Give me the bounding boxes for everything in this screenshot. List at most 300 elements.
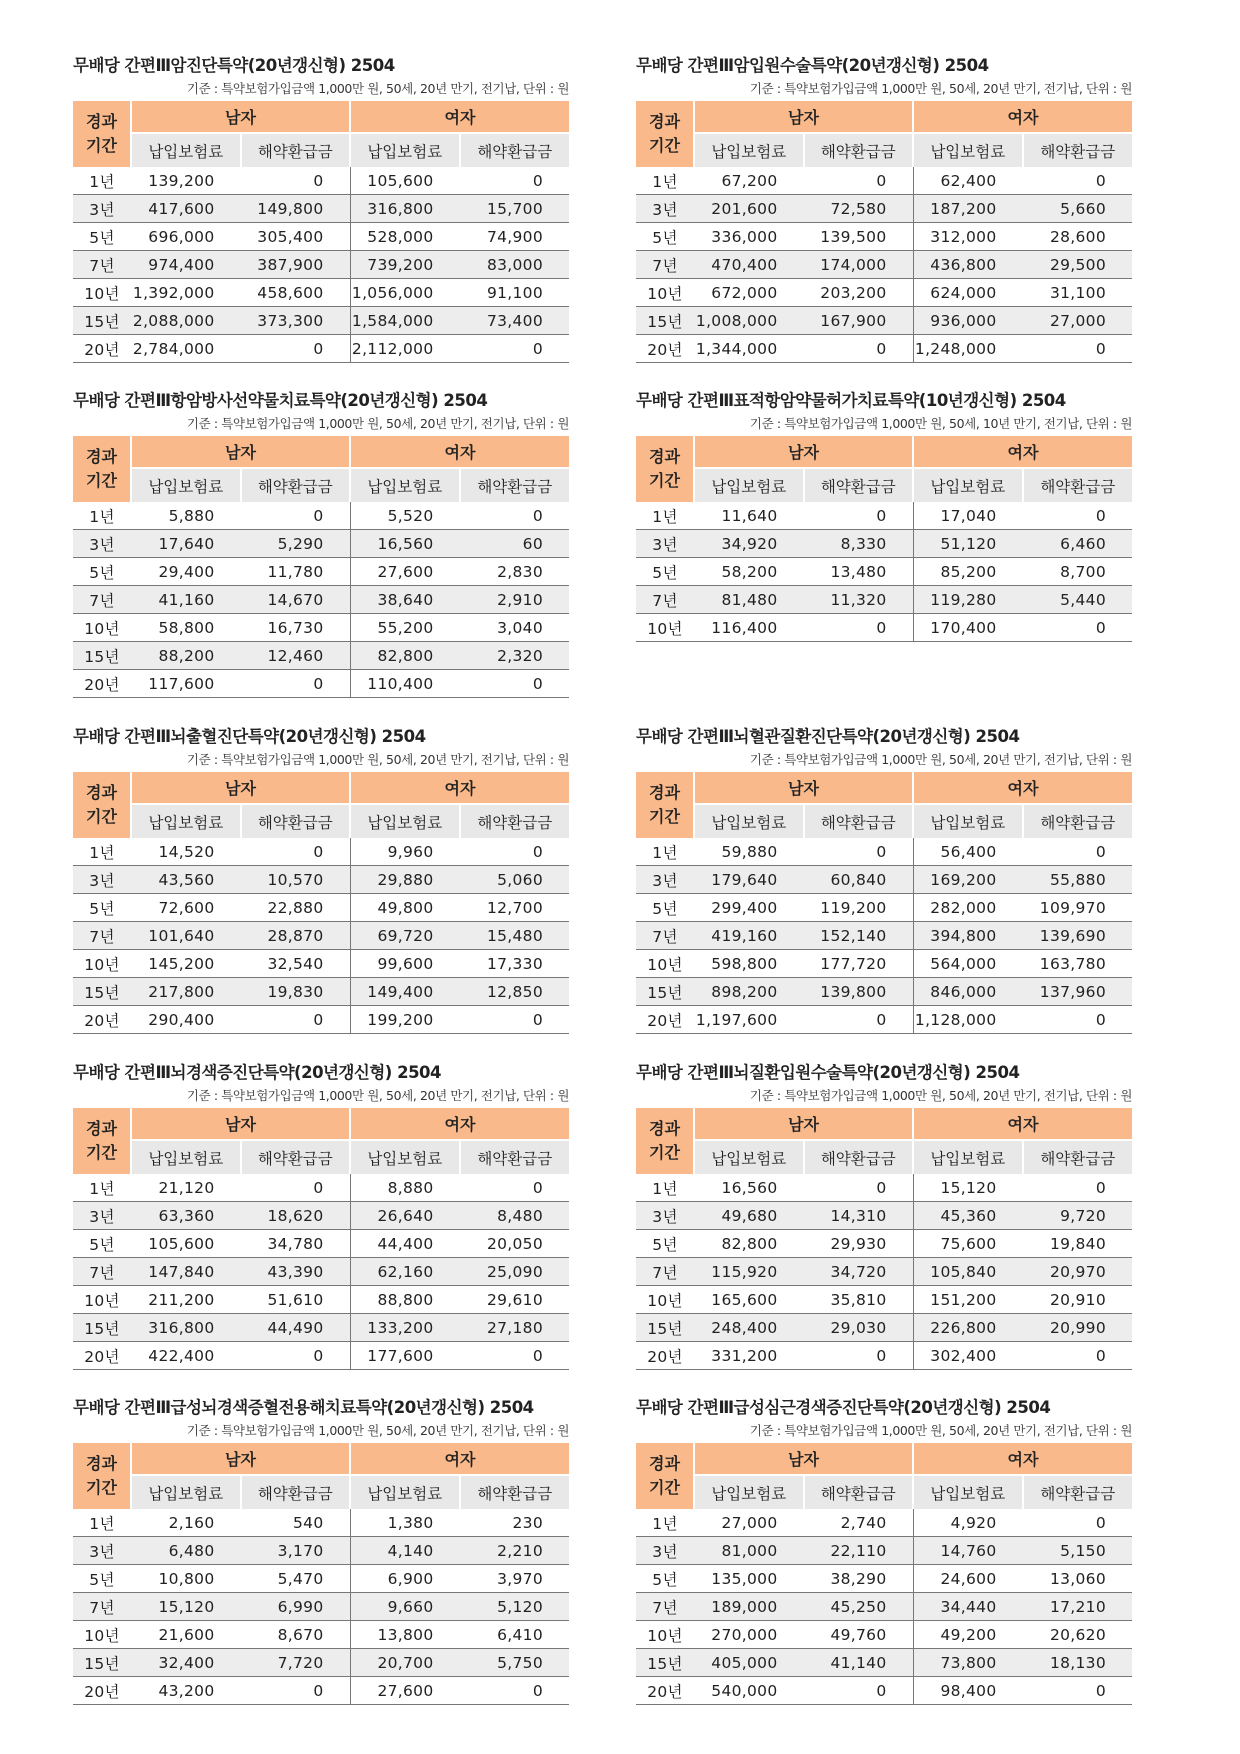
female-premium-cell: 564,000 <box>913 950 1023 978</box>
table-basis: 기준 : 특약보험가입금액 1,000만 원, 50세, 10년 만기, 전기납, 단위 : 원 <box>749 416 1132 431</box>
period-cell: 7년 <box>636 922 694 950</box>
male-premium-cell: 82,800 <box>694 1230 804 1258</box>
period-cell: 3년 <box>73 195 131 223</box>
period-cell: 20년 <box>73 335 131 363</box>
subheader-row <box>73 468 569 502</box>
male-premium-cell: 81,480 <box>694 586 804 614</box>
male-refund-cell: 0 <box>241 1006 351 1034</box>
period-cell: 7년 <box>73 586 131 614</box>
female-premium-cell: 44,400 <box>350 1230 460 1258</box>
male-refund-cell: 29,030 <box>804 1314 914 1342</box>
period-cell: 20년 <box>73 670 131 698</box>
table-row <box>636 502 1132 530</box>
table-title: 무배당 간편Ⅲ암진단특약(20년갱신형) 2504 <box>73 56 395 75</box>
male-premium-cell: 32,400 <box>131 1649 241 1677</box>
female-refund-cell: 17,210 <box>1023 1593 1133 1621</box>
male-premium-cell: 105,600 <box>131 1230 241 1258</box>
male-refund-cell: 72,580 <box>804 195 914 223</box>
male-premium-cell: 101,640 <box>131 922 241 950</box>
period-cell: 1년 <box>636 502 694 530</box>
female-refund-cell: 20,050 <box>460 1230 570 1258</box>
female-premium-cell: 282,000 <box>913 894 1023 922</box>
female-refund-cell: 2,910 <box>460 586 570 614</box>
male-refund-cell: 0 <box>804 335 914 363</box>
premium-header: 납입보험료 <box>350 133 460 167</box>
premium-header: 납입보험료 <box>131 1140 241 1174</box>
female-refund-cell: 12,850 <box>460 978 570 1006</box>
male-premium-cell: 17,640 <box>131 530 241 558</box>
male-premium-cell: 898,200 <box>694 978 804 1006</box>
period-header: 경과 기간 <box>636 101 694 167</box>
table-row <box>636 1509 1132 1537</box>
premium-header: 납입보험료 <box>694 804 804 838</box>
table-block <box>73 53 569 363</box>
subheader-row <box>73 133 569 167</box>
period-cell: 20년 <box>636 1342 694 1370</box>
header-row <box>636 101 1132 133</box>
male-refund-cell: 18,620 <box>241 1202 351 1230</box>
table-basis: 기준 : 특약보험가입금액 1,000만 원, 50세, 20년 만기, 전기납, 단위 : 원 <box>186 81 569 96</box>
male-premium-cell: 43,560 <box>131 866 241 894</box>
period-cell: 20년 <box>636 1006 694 1034</box>
male-header: 남자 <box>694 101 913 133</box>
female-refund-cell: 0 <box>1023 1342 1133 1370</box>
female-refund-cell: 230 <box>460 1509 570 1537</box>
female-refund-cell: 0 <box>460 167 570 195</box>
male-premium-cell: 217,800 <box>131 978 241 1006</box>
female-header: 여자 <box>350 436 569 468</box>
male-refund-cell: 0 <box>804 1677 914 1705</box>
male-refund-cell: 0 <box>241 502 351 530</box>
table-row <box>636 335 1132 363</box>
male-header: 남자 <box>131 436 350 468</box>
table-block <box>636 53 1132 363</box>
table-basis: 기준 : 특약보험가입금액 1,000만 원, 50세, 20년 만기, 전기납, 단위 : 원 <box>749 1088 1132 1103</box>
male-premium-cell: 598,800 <box>694 950 804 978</box>
period-cell: 5년 <box>73 223 131 251</box>
table-row <box>636 614 1132 642</box>
period-cell: 1년 <box>636 1174 694 1202</box>
table-row <box>636 1677 1132 1705</box>
table-row <box>73 307 569 335</box>
table-row <box>636 251 1132 279</box>
male-premium-cell: 179,640 <box>694 866 804 894</box>
period-header: 경과 기간 <box>636 436 694 502</box>
female-refund-cell: 5,440 <box>1023 586 1133 614</box>
female-premium-cell: 1,584,000 <box>350 307 460 335</box>
period-header: 경과 기간 <box>73 1443 131 1509</box>
male-refund-cell: 60,840 <box>804 866 914 894</box>
female-premium-cell: 528,000 <box>350 223 460 251</box>
table-block <box>636 388 1132 642</box>
male-refund-cell: 0 <box>804 1342 914 1370</box>
male-premium-cell: 67,200 <box>694 167 804 195</box>
header-row <box>73 772 569 804</box>
period-cell: 15년 <box>73 1314 131 1342</box>
table-row <box>636 1593 1132 1621</box>
period-cell: 3년 <box>73 866 131 894</box>
male-header: 남자 <box>694 1443 913 1475</box>
male-premium-cell: 15,120 <box>131 1593 241 1621</box>
period-cell: 20년 <box>73 1342 131 1370</box>
male-premium-cell: 88,200 <box>131 642 241 670</box>
male-refund-cell: 51,610 <box>241 1286 351 1314</box>
period-cell: 10년 <box>636 614 694 642</box>
female-refund-cell: 20,620 <box>1023 1621 1133 1649</box>
female-premium-cell: 85,200 <box>913 558 1023 586</box>
table-row <box>636 1537 1132 1565</box>
period-cell: 5년 <box>636 1565 694 1593</box>
female-refund-cell: 5,060 <box>460 866 570 894</box>
table-row <box>636 978 1132 1006</box>
male-premium-cell: 27,000 <box>694 1509 804 1537</box>
male-refund-cell: 458,600 <box>241 279 351 307</box>
refund-header: 해약환급금 <box>241 468 351 502</box>
female-refund-cell: 27,180 <box>460 1314 570 1342</box>
female-premium-cell: 14,760 <box>913 1537 1023 1565</box>
female-refund-cell: 163,780 <box>1023 950 1133 978</box>
female-refund-cell: 25,090 <box>460 1258 570 1286</box>
period-cell: 7년 <box>73 1258 131 1286</box>
female-premium-cell: 38,640 <box>350 586 460 614</box>
subheader-row <box>636 804 1132 838</box>
period-header: 경과 기간 <box>73 436 131 502</box>
female-refund-cell: 60 <box>460 530 570 558</box>
male-premium-cell: 2,160 <box>131 1509 241 1537</box>
female-premium-cell: 26,640 <box>350 1202 460 1230</box>
male-refund-cell: 45,250 <box>804 1593 914 1621</box>
male-refund-cell: 11,320 <box>804 586 914 614</box>
female-refund-cell: 18,130 <box>1023 1649 1133 1677</box>
table-row <box>636 167 1132 195</box>
table-basis: 기준 : 특약보험가입금액 1,000만 원, 50세, 20년 만기, 전기납, 단위 : 원 <box>186 1088 569 1103</box>
refund-header: 해약환급금 <box>804 133 914 167</box>
female-refund-cell: 0 <box>460 1342 570 1370</box>
male-refund-cell: 14,670 <box>241 586 351 614</box>
table-row <box>636 1258 1132 1286</box>
female-premium-cell: 24,600 <box>913 1565 1023 1593</box>
male-premium-cell: 145,200 <box>131 950 241 978</box>
male-premium-cell: 16,560 <box>694 1174 804 1202</box>
table-block <box>636 724 1132 1034</box>
period-cell: 5년 <box>636 894 694 922</box>
table-basis: 기준 : 특약보험가입금액 1,000만 원, 50세, 20년 만기, 전기납, 단위 : 원 <box>186 752 569 767</box>
male-premium-cell: 147,840 <box>131 1258 241 1286</box>
refund-header: 해약환급금 <box>241 1140 351 1174</box>
male-premium-cell: 211,200 <box>131 1286 241 1314</box>
female-refund-cell: 6,410 <box>460 1621 570 1649</box>
period-cell: 1년 <box>636 167 694 195</box>
period-cell: 1년 <box>73 167 131 195</box>
male-premium-cell: 1,197,600 <box>694 1006 804 1034</box>
male-premium-cell: 5,880 <box>131 502 241 530</box>
period-cell: 1년 <box>636 838 694 866</box>
male-refund-cell: 0 <box>804 1006 914 1034</box>
premium-header: 납입보험료 <box>131 133 241 167</box>
female-premium-cell: 9,960 <box>350 838 460 866</box>
female-premium-cell: 62,160 <box>350 1258 460 1286</box>
female-refund-cell: 0 <box>1023 335 1133 363</box>
table-row <box>73 502 569 530</box>
table-row <box>636 307 1132 335</box>
male-refund-cell: 167,900 <box>804 307 914 335</box>
male-premium-cell: 336,000 <box>694 223 804 251</box>
male-refund-cell: 540 <box>241 1509 351 1537</box>
female-premium-cell: 8,880 <box>350 1174 460 1202</box>
male-premium-cell: 299,400 <box>694 894 804 922</box>
refund-header: 해약환급금 <box>804 1140 914 1174</box>
male-refund-cell: 0 <box>241 670 351 698</box>
male-refund-cell: 12,460 <box>241 642 351 670</box>
female-header: 여자 <box>913 1443 1132 1475</box>
female-premium-cell: 49,800 <box>350 894 460 922</box>
premium-header: 납입보험료 <box>913 468 1023 502</box>
male-premium-cell: 270,000 <box>694 1621 804 1649</box>
table-row <box>636 1314 1132 1342</box>
surrender-table <box>636 101 1132 363</box>
female-refund-cell: 15,480 <box>460 922 570 950</box>
period-cell: 15년 <box>73 978 131 1006</box>
male-header: 남자 <box>131 1108 350 1140</box>
female-premium-cell: 199,200 <box>350 1006 460 1034</box>
female-header: 여자 <box>913 1108 1132 1140</box>
female-premium-cell: 149,400 <box>350 978 460 1006</box>
male-premium-cell: 1,392,000 <box>131 279 241 307</box>
premium-header: 납입보험료 <box>913 1475 1023 1509</box>
period-cell: 7년 <box>636 1593 694 1621</box>
male-premium-cell: 21,120 <box>131 1174 241 1202</box>
female-premium-cell: 187,200 <box>913 195 1023 223</box>
male-premium-cell: 165,600 <box>694 1286 804 1314</box>
male-premium-cell: 405,000 <box>694 1649 804 1677</box>
male-refund-cell: 43,390 <box>241 1258 351 1286</box>
header-row <box>636 1443 1132 1475</box>
male-premium-cell: 14,520 <box>131 838 241 866</box>
female-premium-cell: 624,000 <box>913 279 1023 307</box>
table-row <box>73 1258 569 1286</box>
female-refund-cell: 20,990 <box>1023 1314 1133 1342</box>
table-title: 무배당 간편Ⅲ뇌질환입원수술특약(20년갱신형) 2504 <box>636 1063 1020 1082</box>
female-premium-cell: 6,900 <box>350 1565 460 1593</box>
period-header: 경과 기간 <box>73 101 131 167</box>
female-refund-cell: 29,500 <box>1023 251 1133 279</box>
female-premium-cell: 105,840 <box>913 1258 1023 1286</box>
male-refund-cell: 34,780 <box>241 1230 351 1258</box>
male-refund-cell: 373,300 <box>241 307 351 335</box>
period-cell: 10년 <box>636 950 694 978</box>
table-row <box>636 279 1132 307</box>
male-refund-cell: 152,140 <box>804 922 914 950</box>
male-premium-cell: 10,800 <box>131 1565 241 1593</box>
premium-header: 납입보험료 <box>350 1140 460 1174</box>
period-cell: 15년 <box>636 978 694 1006</box>
male-refund-cell: 0 <box>241 335 351 363</box>
premium-header: 납입보험료 <box>131 804 241 838</box>
female-header: 여자 <box>350 101 569 133</box>
male-header: 남자 <box>131 101 350 133</box>
female-refund-cell: 6,460 <box>1023 530 1133 558</box>
surrender-table <box>73 772 569 1034</box>
subheader-row <box>636 468 1132 502</box>
table-row <box>73 1565 569 1593</box>
male-refund-cell: 28,870 <box>241 922 351 950</box>
female-premium-cell: 312,000 <box>913 223 1023 251</box>
female-premium-cell: 1,380 <box>350 1509 460 1537</box>
table-row <box>73 894 569 922</box>
period-cell: 15년 <box>73 642 131 670</box>
male-premium-cell: 11,640 <box>694 502 804 530</box>
male-premium-cell: 81,000 <box>694 1537 804 1565</box>
female-premium-cell: 302,400 <box>913 1342 1023 1370</box>
refund-header: 해약환급금 <box>1023 804 1133 838</box>
male-premium-cell: 331,200 <box>694 1342 804 1370</box>
refund-header: 해약환급금 <box>1023 468 1133 502</box>
male-refund-cell: 19,830 <box>241 978 351 1006</box>
surrender-table <box>636 436 1132 642</box>
table-row <box>636 838 1132 866</box>
female-premium-cell: 316,800 <box>350 195 460 223</box>
male-premium-cell: 422,400 <box>131 1342 241 1370</box>
male-premium-cell: 139,200 <box>131 167 241 195</box>
refund-header: 해약환급금 <box>460 133 570 167</box>
female-premium-cell: 436,800 <box>913 251 1023 279</box>
male-premium-cell: 6,480 <box>131 1537 241 1565</box>
male-premium-cell: 63,360 <box>131 1202 241 1230</box>
table-row <box>73 922 569 950</box>
male-refund-cell: 13,480 <box>804 558 914 586</box>
refund-header: 해약환급금 <box>804 1475 914 1509</box>
male-premium-cell: 290,400 <box>131 1006 241 1034</box>
period-cell: 5년 <box>73 558 131 586</box>
female-refund-cell: 0 <box>1023 1509 1133 1537</box>
female-refund-cell: 3,040 <box>460 614 570 642</box>
table-title: 무배당 간편Ⅲ암입원수술특약(20년갱신형) 2504 <box>636 56 989 75</box>
period-cell: 1년 <box>73 1509 131 1537</box>
female-refund-cell: 8,700 <box>1023 558 1133 586</box>
table-row <box>73 223 569 251</box>
male-refund-cell: 8,670 <box>241 1621 351 1649</box>
header-row <box>73 436 569 468</box>
table-row <box>73 1649 569 1677</box>
female-premium-cell: 133,200 <box>350 1314 460 1342</box>
premium-header: 납입보험료 <box>913 133 1023 167</box>
male-premium-cell: 696,000 <box>131 223 241 251</box>
table-basis: 기준 : 특약보험가입금액 1,000만 원, 50세, 20년 만기, 전기납, 단위 : 원 <box>749 81 1132 96</box>
female-premium-cell: 2,112,000 <box>350 335 460 363</box>
table-title: 무배당 간편Ⅲ급성심근경색증진단특약(20년갱신형) 2504 <box>636 1398 1051 1417</box>
refund-header: 해약환급금 <box>460 804 570 838</box>
table-row <box>73 251 569 279</box>
table-row <box>73 978 569 1006</box>
female-refund-cell: 19,840 <box>1023 1230 1133 1258</box>
refund-header: 해약환급금 <box>241 1475 351 1509</box>
female-refund-cell: 0 <box>1023 838 1133 866</box>
table-row <box>636 1342 1132 1370</box>
surrender-table <box>636 1443 1132 1705</box>
male-refund-cell: 0 <box>241 1677 351 1705</box>
period-cell: 1년 <box>73 838 131 866</box>
period-cell: 10년 <box>73 279 131 307</box>
female-premium-cell: 110,400 <box>350 670 460 698</box>
period-header: 경과 기간 <box>73 1108 131 1174</box>
female-premium-cell: 119,280 <box>913 586 1023 614</box>
period-cell: 3년 <box>636 195 694 223</box>
table-row <box>636 1649 1132 1677</box>
female-refund-cell: 13,060 <box>1023 1565 1133 1593</box>
period-cell: 10년 <box>73 950 131 978</box>
female-refund-cell: 9,720 <box>1023 1202 1133 1230</box>
male-refund-cell: 41,140 <box>804 1649 914 1677</box>
period-cell: 5년 <box>636 223 694 251</box>
female-premium-cell: 15,120 <box>913 1174 1023 1202</box>
female-refund-cell: 0 <box>460 1174 570 1202</box>
male-premium-cell: 974,400 <box>131 251 241 279</box>
period-cell: 10년 <box>73 1286 131 1314</box>
premium-header: 납입보험료 <box>131 1475 241 1509</box>
female-refund-cell: 20,970 <box>1023 1258 1133 1286</box>
female-refund-cell: 15,700 <box>460 195 570 223</box>
period-cell: 5년 <box>73 1230 131 1258</box>
male-refund-cell: 139,800 <box>804 978 914 1006</box>
header-row <box>73 101 569 133</box>
table-row <box>636 950 1132 978</box>
female-refund-cell: 5,120 <box>460 1593 570 1621</box>
male-header: 남자 <box>694 436 913 468</box>
table-row <box>73 1006 569 1034</box>
female-premium-cell: 846,000 <box>913 978 1023 1006</box>
female-premium-cell: 1,248,000 <box>913 335 1023 363</box>
male-premium-cell: 72,600 <box>131 894 241 922</box>
male-refund-cell: 11,780 <box>241 558 351 586</box>
male-refund-cell: 0 <box>804 838 914 866</box>
table-row <box>636 1621 1132 1649</box>
premium-header: 납입보험료 <box>694 1140 804 1174</box>
male-refund-cell: 8,330 <box>804 530 914 558</box>
refund-header: 해약환급금 <box>804 468 914 502</box>
period-cell: 15년 <box>636 1649 694 1677</box>
table-row <box>73 1342 569 1370</box>
male-refund-cell: 35,810 <box>804 1286 914 1314</box>
refund-header: 해약환급금 <box>460 1475 570 1509</box>
female-refund-cell: 12,700 <box>460 894 570 922</box>
table-title: 무배당 간편Ⅲ뇌경색증진단특약(20년갱신형) 2504 <box>73 1063 442 1082</box>
table-block <box>636 1395 1132 1705</box>
table-row <box>73 670 569 698</box>
female-refund-cell: 2,830 <box>460 558 570 586</box>
male-refund-cell: 0 <box>241 1342 351 1370</box>
period-cell: 1년 <box>73 502 131 530</box>
period-cell: 20년 <box>636 1677 694 1705</box>
male-refund-cell: 174,000 <box>804 251 914 279</box>
table-row <box>73 530 569 558</box>
male-premium-cell: 1,008,000 <box>694 307 804 335</box>
female-premium-cell: 69,720 <box>350 922 460 950</box>
period-header: 경과 기간 <box>636 1443 694 1509</box>
period-header: 경과 기간 <box>636 772 694 838</box>
refund-header: 해약환급금 <box>804 804 914 838</box>
period-cell: 3년 <box>73 530 131 558</box>
female-refund-cell: 0 <box>1023 614 1133 642</box>
male-refund-cell: 3,170 <box>241 1537 351 1565</box>
header-row <box>636 436 1132 468</box>
male-refund-cell: 0 <box>241 1174 351 1202</box>
table-row <box>636 558 1132 586</box>
female-premium-cell: 34,440 <box>913 1593 1023 1621</box>
surrender-table <box>73 101 569 363</box>
female-refund-cell: 0 <box>460 838 570 866</box>
period-cell: 3년 <box>636 1202 694 1230</box>
female-refund-cell: 0 <box>460 1677 570 1705</box>
